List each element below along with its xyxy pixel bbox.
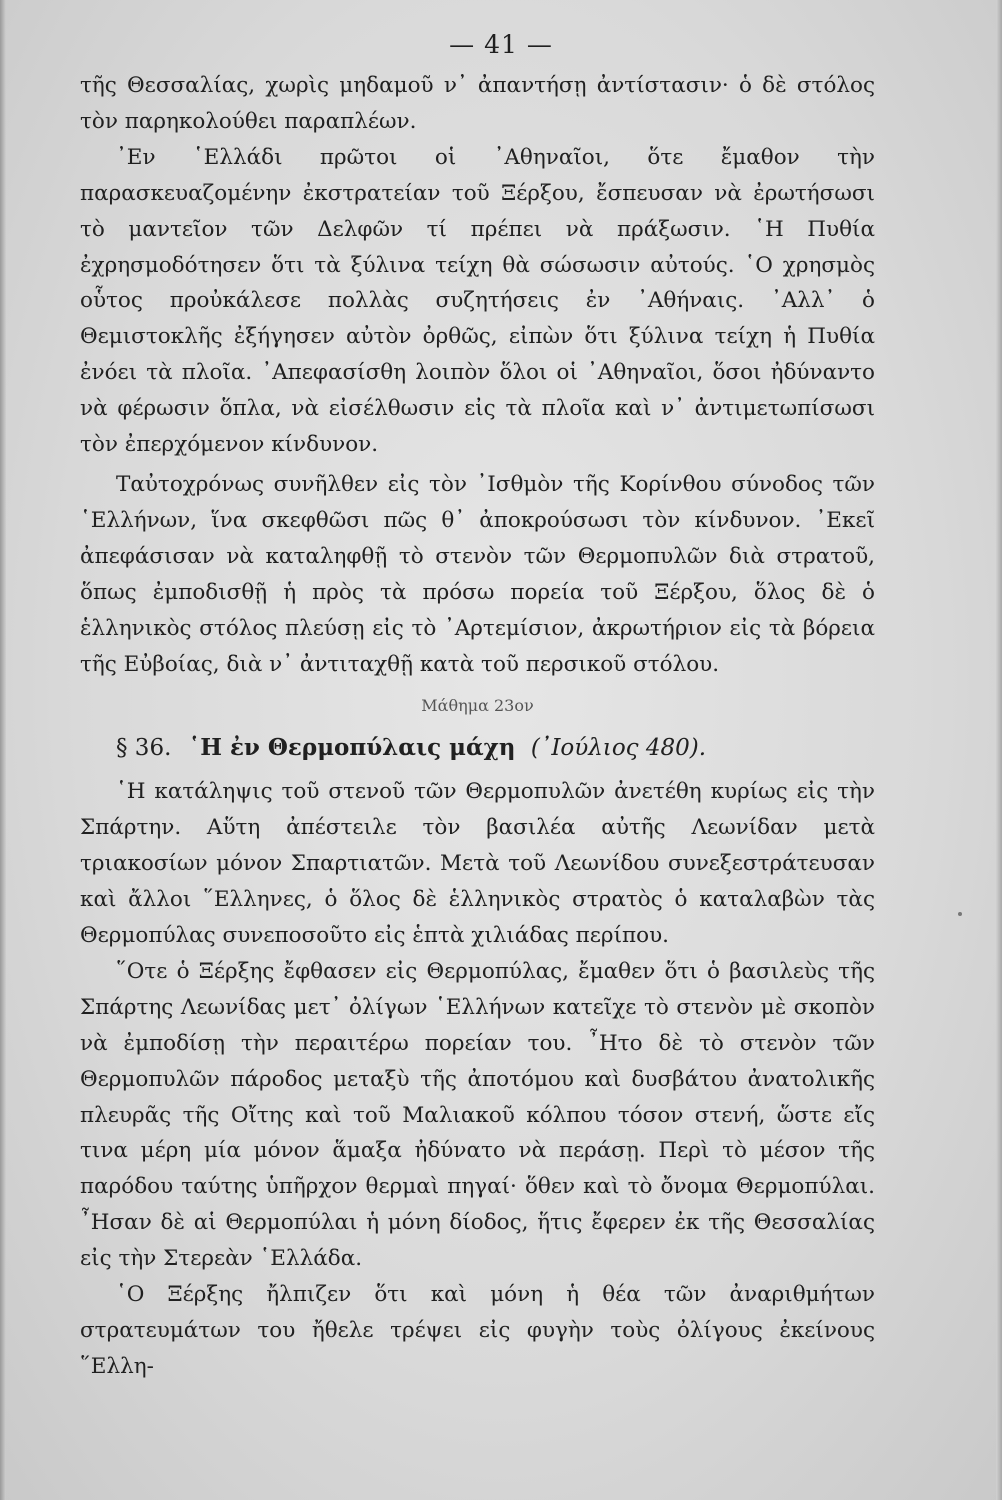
section-date: (᾿Ιούλιος 480).: [530, 735, 707, 762]
page-number: — 41 —: [449, 30, 553, 59]
paragraph-isthmus: Ταὐτοχρόνως συνῆλθεν εἰς τὸν ᾿Ισθμὸν τῆς Κορίνθου σύνοδος τῶν ῾Ελλήνων, ἵνα σκεφθῶσι πῶς θ᾿ ἀποκρούσωσι τὸν κίνδυνον. ᾿Εκεῖ ἀπεφάσισαν νὰ καταληφθῇ τὸ στενὸν τῶν Θερμοπυλῶν διὰ στρατοῦ, ὅπως ἐμποδισθῇ ἡ πρὸς τὰ πρόσω πορεία τοῦ Ξέρξου, ὅλος δὲ ὁ ἑλληνικὸς στόλος πλεύσῃ εἰς τὸ ᾿Αρτεμίσιον, ἀκρωτήριον εἰς τὰ βόρεια τῆς Εὐβοίας, διὰ ν᾿ ἀντιταχθῇ κατὰ τοῦ περσικοῦ στόλου.: [80, 471, 875, 677]
body-text: [80, 68, 875, 1385]
paragraph-xerxes-hope: ῾Ο Ξέρξης ἤλπιζεν ὅτι καὶ μόνη ἡ θέα τῶν ἀναριθμήτων στρατευμάτων του ἤθελε τρέψει εἰς φυγὴν τοὺς ὀλίγους ἐκείνους ῞Ελλη-: [80, 1282, 875, 1379]
paragraph-sparta: ῾Η κατάληψις τοῦ στενοῦ τῶν Θερμοπυλῶν ἀνετέθη κυρίως εἰς τὴν Σπάρτην. Αὕτη ἀπέστειλε τὸν βασιλέα αὐτῆς Λεωνίδαν μετὰ τριακοσίων μόνον Σπαρτιατῶν. Μετὰ τοῦ Λεωνίδου συνεξεστράτευσαν καὶ ἄλλοι ῞Ελληνες, ὁ ὅλος δὲ ἑλληνικὸς στρατὸς ὁ καταλαβὼν τὰς Θερμοπύλας συνεποσοῦτο εἰς ἑπτὰ χιλιάδας περίπου.: [80, 779, 875, 949]
paragraph-continued: τῆς Θεσσαλίας, χωρὶς μηδαμοῦ ν᾿ ἀπαντήσῃ ἀντίστασιν· ὁ δὲ στόλος τὸν παρηκολούθει παραπλέων.: [80, 73, 875, 134]
section-title: ῾Η ἐν Θερμοπύλαις μάχη: [188, 734, 516, 762]
paragraph-oracle: ᾿Εν ῾Ελλάδι πρῶτοι οἱ ᾿Αθηναῖοι, ὅτε ἔμαθον τὴν παρασκευαζομένην ἐκστρατείαν τοῦ Ξέρξου, ἔσπευσαν νὰ ἐρωτήσωσι τὸ μαντεῖον τῶν Δελφῶν τί πρέπει νὰ πράξωσιν. ῾Η Πυθία ἐχρησμοδότησεν ὅτι τὰ ξύλινα τείχη θὰ σώσωσιν αὐτούς. ῾Ο χρησμὸς οὗτος προὐκάλεσε πολλὰς συζητήσεις ἐν ᾿Αθήναις. ᾿Αλλ᾿ ὁ Θεμιστοκλῆς ἐξήγησεν αὐτὸν ὀρθῶς, εἰπὼν ὅτι ξύλινα τείχη ἡ Πυθία ἐνόει τὰ πλοῖα. ᾿Απεφασίσθη λοιπὸν ὅλοι οἱ ᾿Αθηναῖοι, ὅσοι ἠδύναντο νὰ φέρωσιν ὅπλα, νὰ εἰσέλθωσιν εἰς τὰ πλοῖα καὶ ν᾿ ἀντιμετωπίσωσι τὸν ἐπερχόμενον κίνδυνον.: [80, 144, 875, 458]
paper-speck: [958, 912, 962, 916]
page-right-edge: [996, 0, 1002, 1500]
page-left-edge: [0, 0, 6, 1500]
section-number: § 36.: [116, 735, 172, 762]
paragraph-xerxes-arrival: ῞Οτε ὁ Ξέρξης ἔφθασεν εἰς Θερμοπύλας, ἔμαθεν ὅτι ὁ βασιλεὺς τῆς Σπάρτης Λεωνίδας μετ᾿ ὀλίγων ῾Ελλήνων κατεῖχε τὸ στενὸν μὲ σκοπὸν νὰ ἐμποδίσῃ τὴν περαιτέρω πορείαν του. ῏Ητο δὲ τὸ στενὸν τῶν Θερμοπυλῶν πάροδος μεταξὺ τῆς ἀποτόμου καὶ δυσβάτου ἀνατολικῆς πλευρᾶς τῆς Οἴτης καὶ τοῦ Μαλιακοῦ κόλπου τόσον στενή, ὥστε εἴς τινα μέρη μία μόνον ἅμαξα ἠδύνατο νὰ περάσῃ. Περὶ τὸ μέσον τῆς παρόδου ταύτης ὑπῆρχον θερμαὶ πηγαί· ὅθεν καὶ τὸ ὄνομα Θερμοπύλαι. ῏Ησαν δὲ αἱ Θερμοπύλαι ἡ μόνη δίοδος, ἥτις ἔφερεν ἐκ τῆς Θεσσαλίας εἰς τὴν Στερεὰν ῾Ελλάδα.: [80, 958, 875, 1272]
section-heading: [80, 726, 875, 770]
lesson-label: Μάθημα 23ον: [421, 696, 534, 716]
